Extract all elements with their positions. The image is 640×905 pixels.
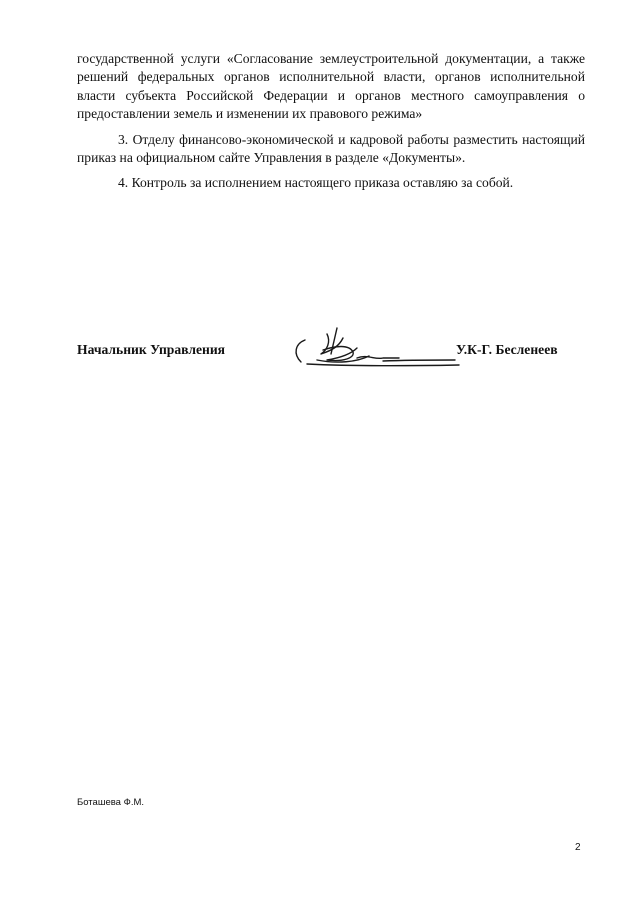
page-number: 2 xyxy=(575,842,581,853)
paragraph-item-4: 4. Контроль за исполнением настоящего приказа оставляю за собой. xyxy=(118,175,514,191)
paragraph-item-3: 3. Отделу финансово-экономической и кадровой работы разместить настоящий приказ на официальном сайте Управления в разделе «Документы». xyxy=(77,131,585,166)
signatory-name: У.К-Г. Бесленеев xyxy=(456,342,558,357)
executor-name: Боташева Ф.М. xyxy=(77,797,145,808)
paragraph-service-continuation: государственной услуги «Согласование землеустроительной документации, а также решений федеральных органов исполнительной власти, органов исполнительной власти субъекта Российской Федерации и органов местного самоуправления о предоставлении земель и изменении их правового режима» xyxy=(77,51,585,122)
signatory-position: Начальник Управления xyxy=(77,342,226,357)
signature-block xyxy=(77,336,585,376)
handwritten-signature xyxy=(287,324,462,372)
document-body xyxy=(77,50,585,200)
